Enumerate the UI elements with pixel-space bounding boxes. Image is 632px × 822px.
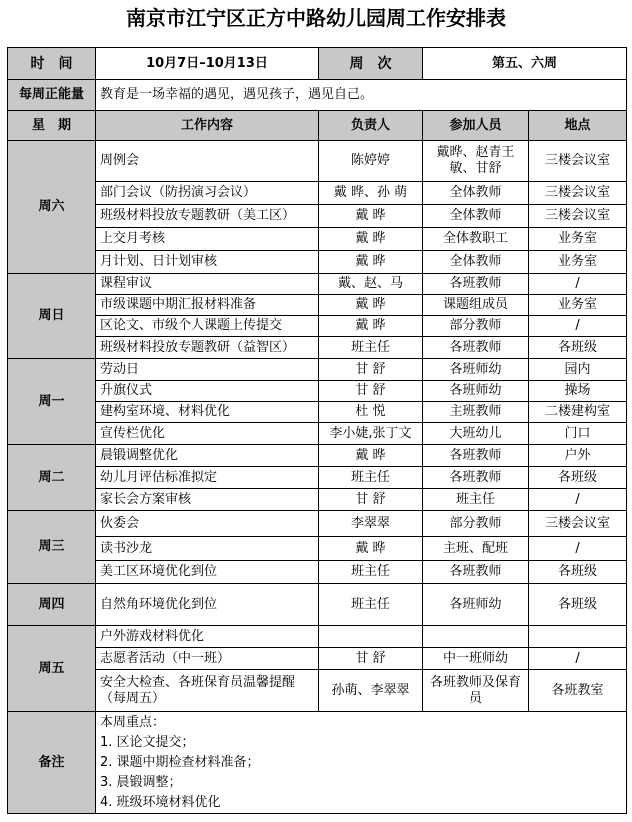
owner-cell: 戴、赵、马: [319, 274, 423, 295]
participants-cell: 各班教师: [423, 467, 529, 489]
participants-cell: 全体教师: [423, 251, 529, 274]
place-cell: 业务室: [529, 251, 627, 274]
owner-cell: 陈婷婷: [319, 141, 423, 182]
table-row: [8, 467, 627, 489]
participants-cell: 各班教师: [423, 561, 529, 584]
participants-cell: 班主任: [423, 489, 529, 511]
participants-cell: 全体教师: [423, 182, 529, 205]
notes-label: 备注: [8, 712, 96, 814]
place-cell: /: [529, 274, 627, 295]
col-day: 星 期: [8, 111, 96, 141]
place-cell: 三楼会议室: [529, 141, 627, 182]
content-cell: 区论文、市级个人课题上传提交: [96, 316, 319, 337]
content-cell: 美工区环境优化到位: [96, 561, 319, 584]
table-row: [8, 445, 627, 467]
place-cell: 三楼会议室: [529, 205, 627, 228]
col-owner: 负责人: [319, 111, 423, 141]
participants-cell: 各班教师: [423, 274, 529, 295]
table-row: [8, 337, 627, 359]
content-cell: 班级材料投放专题教研（益智区）: [96, 337, 319, 359]
participants-cell: 各班师幼: [423, 359, 529, 381]
table-row: [8, 141, 627, 182]
notes-content: [96, 712, 627, 814]
col-content: 工作内容: [96, 111, 319, 141]
place-cell: 三楼会议室: [529, 182, 627, 205]
notes-item: 4. 班级环境材料优化: [100, 795, 221, 810]
table-row: [8, 511, 627, 537]
participants-cell: [423, 626, 529, 648]
place-cell: 各班级: [529, 467, 627, 489]
table-row: [8, 626, 627, 648]
participants-cell: 大班幼儿: [423, 423, 529, 445]
owner-cell: 班主任: [319, 561, 423, 584]
content-cell: 幼儿月评估标准拟定: [96, 467, 319, 489]
owner-cell: 甘 舒: [319, 359, 423, 381]
day-cell: 周三: [8, 511, 96, 584]
owner-cell: [319, 626, 423, 648]
owner-cell: 班主任: [319, 467, 423, 489]
place-cell: 园内: [529, 359, 627, 381]
notes-row: [8, 712, 627, 814]
participants-cell: 课题组成员: [423, 295, 529, 316]
table-row: [8, 670, 627, 712]
content-cell: 自然角环境优化到位: [96, 584, 319, 626]
day-cell: 周六: [8, 141, 96, 274]
table-row: [8, 489, 627, 511]
content-cell: 安全大检查、各班保育员温馨提醒（每周五）: [96, 670, 319, 712]
owner-cell: 李小婕,张丁文: [319, 423, 423, 445]
owner-cell: 戴 晔: [319, 445, 423, 467]
participants-cell: 各班师幼: [423, 381, 529, 402]
day-cell: 周四: [8, 584, 96, 626]
content-cell: 劳动日: [96, 359, 319, 381]
owner-cell: 班主任: [319, 337, 423, 359]
content-cell: 市级课题中期汇报材料准备: [96, 295, 319, 316]
place-cell: 各班教室: [529, 670, 627, 712]
table-row: [8, 228, 627, 251]
col-participants: 参加人员: [423, 111, 529, 141]
week-value: 第五、六周: [423, 48, 627, 80]
participants-cell: 部分教师: [423, 316, 529, 337]
table-row: [8, 561, 627, 584]
place-cell: 各班级: [529, 561, 627, 584]
place-cell: /: [529, 537, 627, 561]
place-cell: 户外: [529, 445, 627, 467]
place-cell: /: [529, 316, 627, 337]
content-cell: 班级材料投放专题教研（美工区）: [96, 205, 319, 228]
participants-cell: 主班教师: [423, 402, 529, 423]
energy-label: 每周正能量: [8, 80, 96, 111]
participants-cell: 戴晔、赵青王敏、甘舒: [423, 141, 529, 182]
participants-cell: 各班师幼: [423, 584, 529, 626]
notes-item: 1. 区论文提交；: [100, 735, 195, 750]
participants-cell: 主班、配班: [423, 537, 529, 561]
content-cell: 宣传栏优化: [96, 423, 319, 445]
table-row: [8, 381, 627, 402]
content-cell: 部门会议（防拐演习会议）: [96, 182, 319, 205]
table-row: [8, 359, 627, 381]
table-row: [8, 205, 627, 228]
content-cell: 升旗仪式: [96, 381, 319, 402]
content-cell: 伙委会: [96, 511, 319, 537]
owner-cell: 杜 悦: [319, 402, 423, 423]
col-place: 地点: [529, 111, 627, 141]
time-label: 时 间: [8, 48, 96, 80]
owner-cell: 甘 舒: [319, 648, 423, 670]
table-row: [8, 584, 627, 626]
table-row: [8, 423, 627, 445]
owner-cell: 戴 晔、孙 萌: [319, 182, 423, 205]
place-cell: 三楼会议室: [529, 511, 627, 537]
place-cell: /: [529, 489, 627, 511]
notes-item: 2. 课题中期检查材料准备；: [100, 755, 260, 770]
place-cell: 业务室: [529, 228, 627, 251]
participants-cell: 各班教师及保育员: [423, 670, 529, 712]
owner-cell: 李翠翠: [319, 511, 423, 537]
table-row: [8, 295, 627, 316]
header-row: [8, 48, 627, 80]
place-cell: 各班级: [529, 337, 627, 359]
owner-cell: 戴 晔: [319, 228, 423, 251]
content-cell: 读书沙龙: [96, 537, 319, 561]
owner-cell: 戴 晔: [319, 295, 423, 316]
place-cell: 操场: [529, 381, 627, 402]
place-cell: 各班级: [529, 584, 627, 626]
content-cell: 月计划、日计划审核: [96, 251, 319, 274]
week-label: 周 次: [319, 48, 423, 80]
table-row: [8, 274, 627, 295]
table-row: [8, 251, 627, 274]
participants-cell: 全体教师: [423, 205, 529, 228]
content-cell: 课程审议: [96, 274, 319, 295]
energy-text: 教育是一场幸福的遇见，遇见孩子，遇见自己。: [96, 80, 627, 111]
day-cell: 周一: [8, 359, 96, 445]
participants-cell: 各班教师: [423, 445, 529, 467]
day-cell: 周二: [8, 445, 96, 511]
date-range: 10月7日–10月13日: [96, 48, 319, 80]
owner-cell: 甘 舒: [319, 381, 423, 402]
place-cell: 二楼建构室: [529, 402, 627, 423]
table-row: [8, 402, 627, 423]
owner-cell: 戴 晔: [319, 251, 423, 274]
owner-cell: 戴 晔: [319, 316, 423, 337]
content-cell: 建构室环境、材料优化: [96, 402, 319, 423]
content-cell: 上交月考核: [96, 228, 319, 251]
place-cell: /: [529, 648, 627, 670]
owner-cell: 戴 晔: [319, 205, 423, 228]
participants-cell: 部分教师: [423, 511, 529, 537]
schedule-table: [7, 47, 627, 814]
participants-cell: 各班教师: [423, 337, 529, 359]
notes-heading: 本周重点：: [100, 715, 166, 730]
owner-cell: 戴 晔: [319, 537, 423, 561]
owner-cell: 班主任: [319, 584, 423, 626]
table-row: [8, 648, 627, 670]
place-cell: 业务室: [529, 295, 627, 316]
content-cell: 志愿者活动（中一班）: [96, 648, 319, 670]
owner-cell: 孙萌、李翠翠: [319, 670, 423, 712]
place-cell: 门口: [529, 423, 627, 445]
content-cell: 周例会: [96, 141, 319, 182]
content-cell: 晨锻调整优化: [96, 445, 319, 467]
column-header-row: [8, 111, 627, 141]
participants-cell: 全体教职工: [423, 228, 529, 251]
energy-row: [8, 80, 627, 111]
content-cell: 家长会方案审核: [96, 489, 319, 511]
table-row: [8, 316, 627, 337]
day-cell: 周五: [8, 626, 96, 712]
table-row: [8, 537, 627, 561]
table-row: [8, 182, 627, 205]
day-cell: 周日: [8, 274, 96, 359]
notes-item: 3. 晨锻调整；: [100, 775, 182, 790]
participants-cell: 中一班师幼: [423, 648, 529, 670]
content-cell: 户外游戏材料优化: [96, 626, 319, 648]
page-title: 南京市江宁区正方中路幼儿园周工作安排表: [126, 6, 506, 30]
place-cell: [529, 626, 627, 648]
owner-cell: 甘 舒: [319, 489, 423, 511]
